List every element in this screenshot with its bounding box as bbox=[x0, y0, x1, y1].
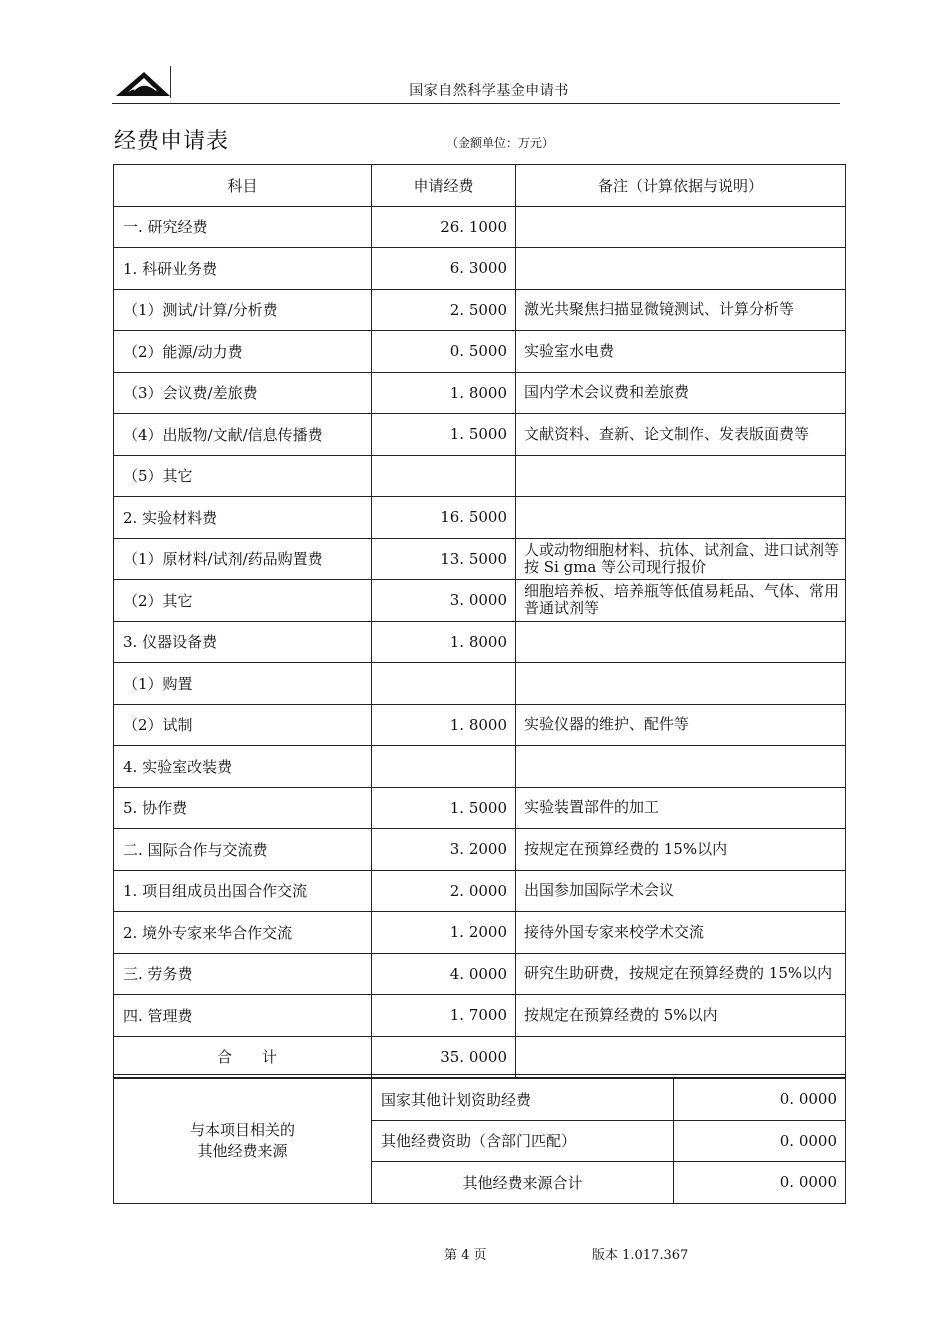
table-row bbox=[114, 787, 846, 829]
total-row bbox=[114, 1036, 846, 1078]
table-row bbox=[114, 870, 846, 912]
row-amount: 3. 2000 bbox=[372, 829, 516, 871]
total-note bbox=[516, 1036, 846, 1078]
row-subject: （2）试制 bbox=[114, 704, 372, 746]
row-note: 接待外国专家来校学术交流 bbox=[516, 912, 846, 954]
other-source-subtotal-amount: 0. 0000 bbox=[674, 1162, 846, 1204]
row-note bbox=[516, 663, 846, 705]
row-note: 实验装置部件的加工 bbox=[516, 787, 846, 829]
row-subject: （1）购置 bbox=[114, 663, 372, 705]
column-header-amount: 申请经费 bbox=[372, 165, 516, 207]
row-note bbox=[516, 248, 846, 290]
table-row bbox=[114, 248, 846, 290]
footer-version: 版本 1.017.367 bbox=[592, 1248, 689, 1263]
row-amount: 1. 5000 bbox=[372, 414, 516, 456]
table-row bbox=[114, 580, 846, 622]
row-amount: 1. 5000 bbox=[372, 787, 516, 829]
row-amount: 2. 0000 bbox=[372, 870, 516, 912]
row-amount: 1. 8000 bbox=[372, 621, 516, 663]
row-subject: 5. 协作费 bbox=[114, 787, 372, 829]
row-subject: 一. 研究经费 bbox=[114, 206, 372, 248]
other-source-subtotal-name: 其他经费来源合计 bbox=[372, 1162, 674, 1204]
row-amount: 2. 5000 bbox=[372, 289, 516, 331]
row-amount: 1. 7000 bbox=[372, 995, 516, 1037]
row-note: 研究生助研费，按规定在预算经费的 15%以内 bbox=[516, 953, 846, 995]
header-title: 国家自然科学基金申请书 bbox=[409, 83, 569, 99]
row-note: 文献资料、查新、论文制作、发表版面费等 bbox=[516, 414, 846, 456]
row-subject: （5）其它 bbox=[114, 455, 372, 497]
row-subject: 二. 国际合作与交流费 bbox=[114, 829, 372, 871]
sheet-title: 经费申请表 bbox=[114, 129, 230, 154]
row-amount bbox=[372, 663, 516, 705]
total-label: 合 计 bbox=[114, 1036, 372, 1078]
row-note: 细胞培养板、培养瓶等低值易耗品、气体、常用普通试剂等 bbox=[516, 580, 846, 622]
row-subject: （4）出版物/文献/信息传播费 bbox=[114, 414, 372, 456]
row-subject: （1）原材料/试剂/药品购置费 bbox=[114, 538, 372, 580]
table-row bbox=[114, 414, 846, 456]
row-amount: 16. 5000 bbox=[372, 497, 516, 539]
row-amount: 4. 0000 bbox=[372, 953, 516, 995]
row-note: 激光共聚焦扫描显微镜测试、计算分析等 bbox=[516, 289, 846, 331]
row-subject: （2）能源/动力费 bbox=[114, 331, 372, 373]
row-amount bbox=[372, 746, 516, 788]
row-subject: 2. 境外专家来华合作交流 bbox=[114, 912, 372, 954]
table-row bbox=[114, 497, 846, 539]
table-row bbox=[114, 331, 846, 373]
other-source-name: 国家其他计划资助经费 bbox=[372, 1079, 674, 1121]
other-source-amount: 0. 0000 bbox=[674, 1079, 846, 1121]
budget-table bbox=[113, 164, 846, 1078]
row-amount: 1. 2000 bbox=[372, 912, 516, 954]
row-subject: 4. 实验室改装费 bbox=[114, 746, 372, 788]
unit-note: （金额单位：万元） bbox=[446, 136, 555, 150]
row-note bbox=[516, 455, 846, 497]
table-row bbox=[114, 746, 846, 788]
row-subject: 三. 劳务费 bbox=[114, 953, 372, 995]
table-row bbox=[114, 621, 846, 663]
row-note: 实验仪器的维护、配件等 bbox=[516, 704, 846, 746]
table-row bbox=[114, 372, 846, 414]
row-subject: 1. 项目组成员出国合作交流 bbox=[114, 870, 372, 912]
other-source-amount: 0. 0000 bbox=[674, 1120, 846, 1162]
row-amount: 26. 1000 bbox=[372, 206, 516, 248]
table-row bbox=[114, 995, 846, 1037]
row-subject: （2）其它 bbox=[114, 580, 372, 622]
row-subject: （3）会议费/差旅费 bbox=[114, 372, 372, 414]
column-header-note: 备注（计算依据与说明） bbox=[516, 165, 846, 207]
row-note: 按规定在预算经费的 15%以内 bbox=[516, 829, 846, 871]
row-note: 按规定在预算经费的 5%以内 bbox=[516, 995, 846, 1037]
row-amount: 1. 8000 bbox=[372, 704, 516, 746]
row-note bbox=[516, 621, 846, 663]
table-row bbox=[114, 538, 846, 580]
row-note bbox=[516, 746, 846, 788]
row-amount: 0. 5000 bbox=[372, 331, 516, 373]
table-row bbox=[114, 455, 846, 497]
table-row bbox=[114, 663, 846, 705]
row-note bbox=[516, 206, 846, 248]
page-header bbox=[112, 62, 840, 104]
row-amount: 3. 0000 bbox=[372, 580, 516, 622]
row-subject: （1）测试/计算/分析费 bbox=[114, 289, 372, 331]
other-source-row bbox=[114, 1079, 846, 1121]
table-row bbox=[114, 206, 846, 248]
other-sources-label-line2: 其他经费来源 bbox=[197, 1141, 288, 1160]
row-subject: 1. 科研业务费 bbox=[114, 248, 372, 290]
other-source-name: 其他经费资助（含部门匹配） bbox=[372, 1120, 674, 1162]
table-row bbox=[114, 829, 846, 871]
row-note: 人或动物细胞材料、抗体、试剂盒、进口试剂等按 Si gma 等公司现行报价 bbox=[516, 538, 846, 580]
column-header-subject: 科目 bbox=[114, 165, 372, 207]
row-amount: 13. 5000 bbox=[372, 538, 516, 580]
other-sources-table bbox=[113, 1078, 846, 1204]
row-amount: 6. 3000 bbox=[372, 248, 516, 290]
table-row bbox=[114, 704, 846, 746]
total-amount: 35. 0000 bbox=[372, 1036, 516, 1078]
row-amount bbox=[372, 455, 516, 497]
row-note: 出国参加国际学术会议 bbox=[516, 870, 846, 912]
table-header-row bbox=[114, 165, 846, 207]
row-subject: 2. 实验材料费 bbox=[114, 497, 372, 539]
row-note bbox=[516, 497, 846, 539]
row-subject: 四. 管理费 bbox=[114, 995, 372, 1037]
row-note: 实验室水电费 bbox=[516, 331, 846, 373]
table-row bbox=[114, 912, 846, 954]
footer-page-number: 第 4 页 bbox=[444, 1248, 487, 1263]
table-row bbox=[114, 953, 846, 995]
row-subject: 3. 仪器设备费 bbox=[114, 621, 372, 663]
table-row bbox=[114, 289, 846, 331]
row-note: 国内学术会议费和差旅费 bbox=[516, 372, 846, 414]
other-sources-label bbox=[114, 1079, 372, 1204]
row-amount: 1. 8000 bbox=[372, 372, 516, 414]
other-sources-label-line1: 与本项目相关的 bbox=[189, 1120, 295, 1139]
